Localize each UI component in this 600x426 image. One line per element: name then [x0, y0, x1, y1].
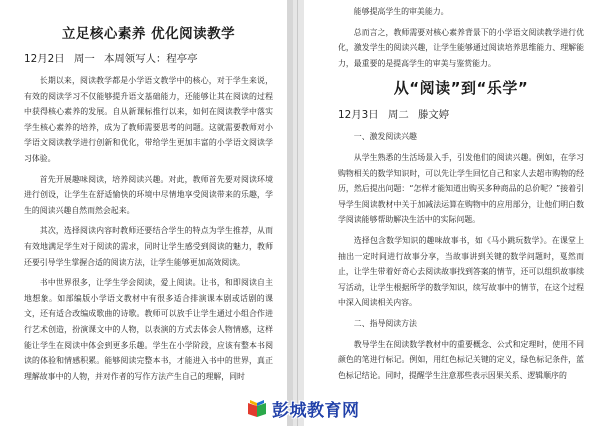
section-heading: 一、激发阅读兴趣: [353, 132, 417, 142]
article-byline: [24, 50, 273, 65]
body-paragraph: 从学生熟悉的生活场景入手，引发他们的阅读兴趣。例如，在学习购物相关的数学知识时，可以先让学生回忆自己和家人去超市购物的经历，然后提出问题：“怎样才能知道出购买多种商品的总价呢？”接着引导学生阅读教材中关于加减法运算在购物中的应用部分，让他们明白数学阅读能够帮助解决生活中的实际问题。: [338, 152, 584, 225]
section-heading: 二、指导阅读方法: [353, 318, 417, 328]
body-paragraph: 书中世界很多，让学生学会阅读，爱上阅读。让书，和即阅读自主地想象。如部编版小学语文教材中有很多适合排演课本剧或话剧的课文，还有适合改编成歌曲的诗歌。教师可以放手让学生通过小组合作进行艺术创造，扮演课文中的人物，以表演的方式去体会人物情感，这样能让学生在阅读中体会到更多乐趣。学生在小学阶段，应该有整本书阅读的体验和情感积累。能够阅读完整本书，才能进入书中的世界，真正理解故事中的人物，并对作者的写作方法产生自己的理解，同时: [24, 278, 273, 381]
site-watermark: [246, 396, 360, 420]
document-page-right: [304, 0, 600, 426]
book-logo-icon: [246, 397, 268, 419]
body-paragraph: 能够提高学生的审美能力。: [353, 7, 449, 16]
article-author: 滕文婷: [418, 109, 450, 122]
article-date: 12月2日: [24, 53, 65, 65]
body-paragraph: 其次，选择阅读内容时教师还要结合学生的特点为学生推荐，从而有效地满足学生对于阅读的需求，同时让学生感受到阅读的魅力，教师还要引导学生掌握合适的阅读方法，让学生能够更加高效阅读。: [24, 226, 273, 267]
article-title: 从“阅读”到“乐学”: [393, 79, 529, 98]
article-date: 12月3日: [338, 109, 379, 122]
body-paragraph: 首先开展趣味阅读，培养阅读兴趣。对此，教师首先要对阅读环境进行创设，让学生在舒适愉快的环境中尽情地享受阅读带来的乐趣，学生的阅读兴趣自然而然会起来。: [24, 174, 273, 215]
document-page-left: [0, 0, 287, 426]
watermark-text: 彭城教育网: [272, 400, 360, 421]
page-gap: [287, 0, 293, 426]
article-title: 立足核心素养 优化阅读教学: [61, 26, 236, 42]
page-divider: [297, 0, 298, 426]
article-byline: [338, 106, 584, 121]
article-author: 本周领写人：程亭亭: [104, 53, 198, 65]
body-paragraph: 选择包含数学知识的趣味故事书，如《马小跳玩数学》。在课堂上抽出一定时间进行故事分享，当故事讲到关键的数学问题时，戛然而止，让学生带着好奇心去阅读故事找到答案的情节，还可以组织故事续写活动，让学生根据所学的数学知识，续写故事中的情节，在这个过程中深入阅读相关内容。: [338, 235, 584, 308]
body-paragraph: 总而言之，教师需要对核心素养背景下的小学语文阅读教学进行优化，激发学生的阅读兴趣，让学生能够通过阅读培养思维能力、理解能力，最重要的是提高学生的审美与鉴赏能力。: [338, 27, 584, 68]
article-weekday: 周一: [73, 53, 95, 65]
body-paragraph: 长期以来，阅读教学都是小学语文教学中的核心，对于学生来说，有效的阅读学习不仅能够提升语文基础能力，还能够让其在阅读的过程中获得核心素养的发展。自从新课标推行以来，如何在阅读教学中落实学生核心素养的培养，成为了教师需要思考的问题。这就需要教师对小学语文阅读教学进行创新和优化，带给学生更加丰富的小学语文阅读学习体验。: [24, 76, 273, 163]
body-paragraph: 教导学生在阅读数学教材中的重要概念、公式和定理时，使用不同颜色的笔进行标记。例如，用红色标记关键的定义，绿色标记条件，蓝色标记结论。同时，提醒学生注意那些表示因果关系、逻辑顺序的: [338, 339, 584, 380]
article-weekday: 周二: [387, 109, 409, 122]
